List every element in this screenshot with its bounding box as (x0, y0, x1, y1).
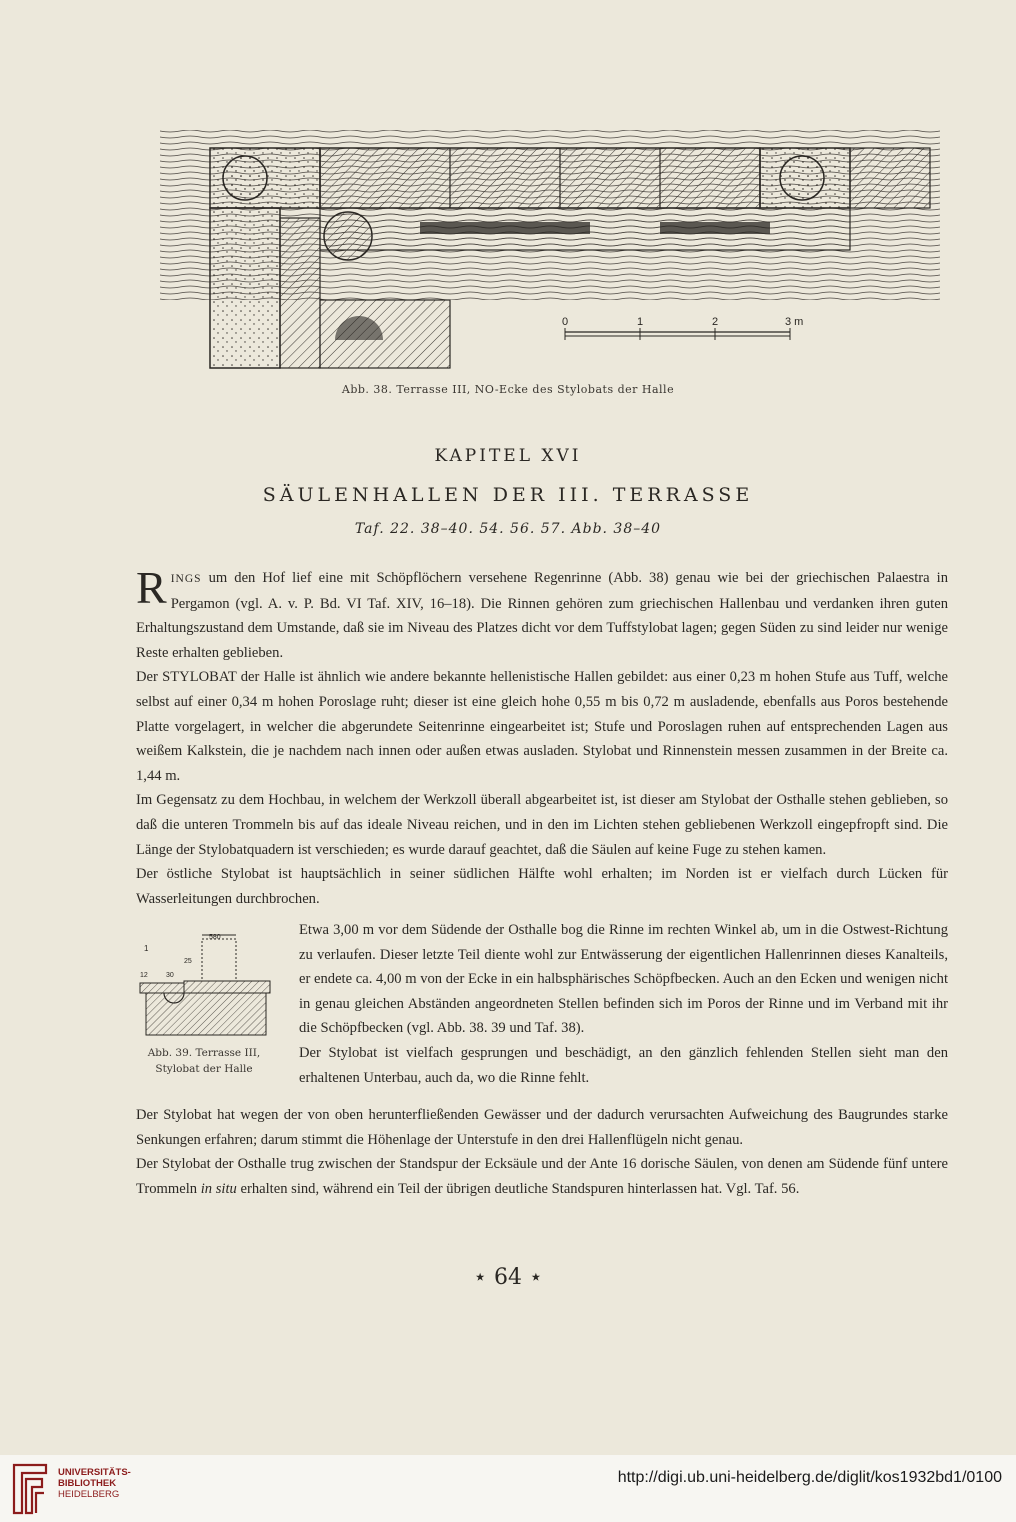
library-name (58, 1467, 131, 1500)
library-line: HEIDELBERG (58, 1489, 120, 1500)
scoop-basin (324, 212, 372, 260)
source-url-link[interactable]: http://digi.ub.uni-heidelberg.de/diglit/kos1932bd1/0100 (617, 1469, 1002, 1486)
library-line: UNIVERSITÄTS- (58, 1467, 131, 1478)
paragraph: Im Gegensatz zu dem Hochbau, in welchem der Werkzoll überall abgearbeitet ist, ist dieser am Stylobat der Osthalle stehen geblieben, so daß die unteren Trommeln bis auf das ideale Niveau reichen, und in den im Lichten stehen gebliebenen Werkzoll eingepfropft sind. Die Länge der Stylobatquadern ist verschieden; es wurde darauf geachtet, daß die Säulen auf keine Fuge zu stehen kamen. (136, 792, 948, 858)
chapter-number: KAPITEL XVI (434, 446, 582, 466)
footer-bar (0, 1455, 1016, 1522)
body-text-bottom (136, 1103, 948, 1201)
figure-38-drawing (140, 110, 950, 380)
paragraph: Der STYLOBAT der Halle ist ähnlich wie andere bekannte hellenistische Hallen gebildet: aus einer 0,23 m hohen Stufe aus Tuff, welche selbst auf einer 0,34 m hohen Poroslage ruht; dieser ist eine gleich hohe 0,55 m bis 0,72 m ausladende, ebenfalls aus Poros bestehende Platte vorgelagert, in welcher die abgerundete Seitenrinne eingearbeitet ist; Stufe und Poroslagen ruhen auf entsprechenden Lagen aus weißem Kalkstein, die je nachdem nach innen oder außen etwas ausladen. Stylobat und Rinnenstein messen zusammen in der Breite ca. 1,44 m. (136, 669, 948, 784)
paragraph: Der Stylobat hat wegen der von oben herunterfließenden Gewässer und der dadurch verursachten Aufweichung des Baugrundes starke Senkungen erfahren; darum stimmt die Höhenlage der Unterstufe in den drei Hallenflügeln nicht genau. (136, 1107, 948, 1148)
scale-label: 3 m (785, 316, 804, 328)
paragraph (136, 562, 948, 665)
scale-label: 2 (712, 316, 719, 328)
dimension-label: 30 (166, 972, 174, 979)
column-base-left (223, 156, 267, 200)
scale-bar (562, 316, 803, 340)
chapter-references: Taf. 22. 38–40. 54. 56. 57. Abb. 38–40 (354, 521, 662, 537)
dimension-label: 1 (144, 944, 149, 953)
drop-cap: R (136, 562, 167, 613)
body-text-top (136, 562, 948, 911)
chapter-title: SÄULENHALLEN DER III. TERRASSE (262, 484, 754, 506)
figure-38-caption: Abb. 38. Terrasse III, NO-Ecke des Stylobats der Halle (341, 383, 675, 396)
italic-term: in situ (200, 1180, 237, 1197)
caption-line: Abb. 39. Terrasse III, (147, 1047, 261, 1059)
column-base-right (780, 156, 824, 200)
figure-39-drawing (136, 927, 272, 1047)
paragraph: Der östliche Stylobat ist hauptsächlich in seiner südlichen Hälfte wohl erhalten; im Norden ist er vielfach durch Lücken für Wasserleitungen durchbrochen. (136, 866, 948, 907)
scale-label: 1 (637, 316, 644, 328)
paragraph-text: erhalten sind, während ein Teil der übrigen deutliche Standspuren hinterlassen hat. Vgl. Taf. 56. (236, 1180, 800, 1197)
paragraph-text: um den Hof lief eine mit Schöpflöchern versehene Regenrinne (Abb. 38) genau wie bei der griechischen Palaestra in Pergamon (vgl. A. v. P. Bd. VI Taf. XIV, 16–18). Die Rinnen gehören zum griechischen Hallenbau und verdanken ihren guten Erhaltungszustand dem Umstande, daß sie im Niveau des Platzes dicht vor dem Tuffstylobat lagen; gegen Süden zu sind leider nur wenige Reste erhalten geblieben. (136, 570, 948, 661)
stylobat-blocks (320, 148, 760, 208)
paragraph: Etwa 3,00 m vor dem Südende der Osthalle bog die Rinne im rechten Winkel ab, um in die Ostwest-Richtung zu verlaufen. Dieser letzte Teil diente wohl zur Entwässerung der eigentlichen Hallenrinnen dieses Kanalteils, er endete ca. 4,00 m von der Ecke in ein halbsphärisches Schöpfbecken. Auch an den Ecken und wenigen nicht in genau gleichen Abständen angeordneten Stellen befinden sich im Poros der Rinne und im Verband mit ihr die Schöpfbecken (vgl. Abb. 38. 39 und Taf. 38). (299, 922, 948, 1037)
body-text-beside-figure (299, 918, 948, 1090)
dimension-label: 12 (140, 972, 148, 979)
figure-39-caption (136, 1045, 272, 1077)
scale-label: 0 (562, 316, 569, 328)
paragraph: Der Stylobat ist vielfach gesprungen und beschädigt, an den gänzlich fehlenden Stellen sieht man den erhaltenen Unterbau, auch da, wo die Rinne fehlt. (299, 1044, 948, 1086)
dimension-label: 580 (209, 934, 221, 941)
library-logo-icon[interactable] (10, 1459, 50, 1517)
dimension-label: 25 (184, 958, 192, 965)
page-number: ⋆ 64 ⋆ (473, 1265, 543, 1290)
caption-line: Stylobat der Halle (155, 1063, 253, 1075)
corner-block-vertical (210, 208, 280, 368)
paragraph (136, 1152, 948, 1201)
small-caps-word: INGS (170, 573, 202, 585)
library-line: BIBLIOTHEK (58, 1478, 117, 1489)
paragraph-text: Der Stylobat der Osthalle trug zwischen der Standspur der Ecksäule und der Ante 16 dorische Säulen, von denen am Südende fünf untere Trommeln (136, 1156, 948, 1197)
